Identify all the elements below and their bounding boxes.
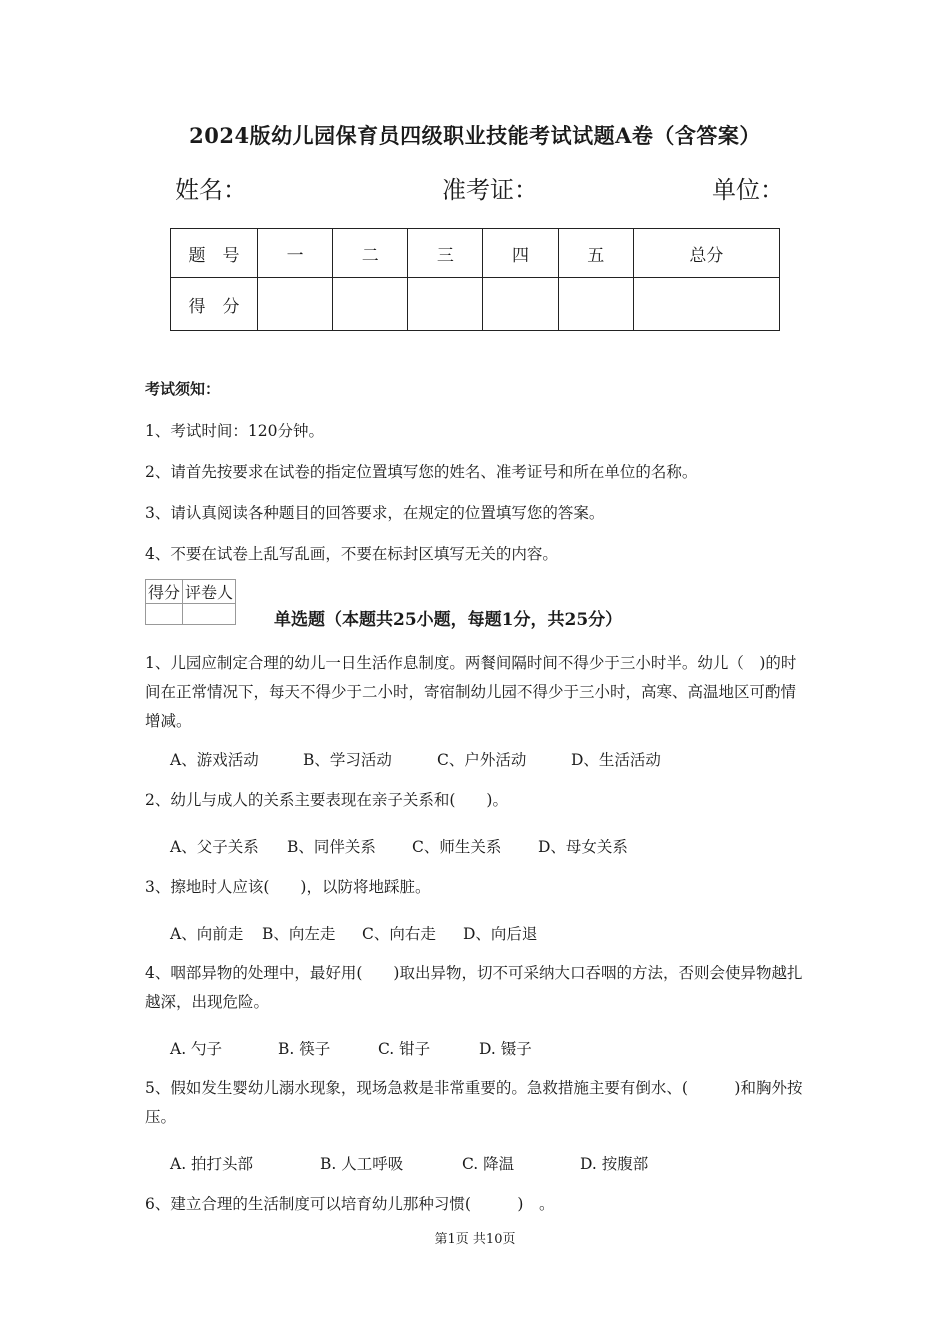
option-c[interactable]: C. 钳子	[378, 1040, 431, 1058]
grader-name-label: 评卷人	[183, 580, 236, 604]
option-b[interactable]: B、向左走	[262, 925, 336, 943]
question-text: 2、幼儿与成人的关系主要表现在亲子关系和( )。	[145, 791, 508, 809]
score-table-cell: 得 分	[171, 278, 258, 331]
option-c[interactable]: C、向右走	[362, 925, 436, 943]
option-a[interactable]: A. 拍打头部	[170, 1155, 254, 1173]
option-d[interactable]: D. 镊子	[479, 1040, 532, 1058]
option-c[interactable]: C、师生关系	[412, 838, 502, 856]
notes-title: 考试须知：	[145, 380, 221, 398]
grader-table	[145, 579, 236, 625]
option-c[interactable]: C、户外活动	[437, 751, 527, 769]
exam-id-label: 准考证：	[442, 176, 538, 204]
score-table-cell: 题 号	[171, 229, 258, 278]
score-cell-4[interactable]	[483, 278, 558, 331]
option-d[interactable]: D、生活活动	[571, 751, 661, 769]
question-text: 3、擦地时人应该( )，以防将地踩脏。	[145, 878, 431, 896]
option-b[interactable]: B、同伴关系	[287, 838, 376, 856]
score-cell-2[interactable]	[333, 278, 408, 331]
score-table-cell: 四	[483, 229, 558, 278]
question-text: 6、建立合理的生活制度可以培育幼儿那种习惯( ) 。	[145, 1195, 555, 1213]
option-a[interactable]: A、游戏活动	[170, 751, 259, 769]
question-text: 4、咽部异物的处理中，最好用( )取出异物，切不可采纳大口吞咽的方法，否则会使异物越扎越深，出现危险。	[145, 964, 803, 1011]
question-text: 1、儿园应制定合理的幼儿一日生活作息制度。两餐间隔时间不得少于三小时半。幼儿（ )的时间在正常情况下，每天不得少于二小时，寄宿制幼儿园不得少于三小时，高寒、高温地区可酌情增减。	[145, 654, 797, 730]
score-table-cell: 二	[333, 229, 408, 278]
unit-label: 单位：	[712, 176, 784, 204]
option-a[interactable]: A. 勺子	[170, 1040, 223, 1058]
option-a[interactable]: A、向前走	[170, 925, 244, 943]
score-cell-5[interactable]	[558, 278, 633, 331]
score-table-score-row	[171, 278, 780, 331]
score-cell-total[interactable]	[633, 278, 779, 331]
score-table-cell: 三	[408, 229, 483, 278]
option-d[interactable]: D. 按腹部	[580, 1155, 649, 1173]
score-cell-3[interactable]	[408, 278, 483, 331]
note-item: 1、考试时间：120分钟。	[145, 422, 324, 440]
option-b[interactable]: B、学习活动	[303, 751, 392, 769]
note-item: 4、不要在试卷上乱写乱画，不要在标封区填写无关的内容。	[145, 545, 558, 563]
question-text: 5、假如发生婴幼儿溺水现象，现场急救是非常重要的。急救措施主要有倒水、( )和胸外按压。	[145, 1079, 803, 1126]
grader-name-cell[interactable]	[183, 604, 236, 625]
score-cell-1[interactable]	[258, 278, 333, 331]
option-b[interactable]: B. 人工呼吸	[320, 1155, 404, 1173]
score-table-cell: 总分	[633, 229, 779, 278]
option-d[interactable]: D、向后退	[463, 925, 538, 943]
score-table-cell: 五	[558, 229, 633, 278]
score-table-cell: 一	[258, 229, 333, 278]
name-label: 姓名：	[175, 176, 247, 204]
grader-score-cell[interactable]	[146, 604, 183, 625]
option-b[interactable]: B. 筷子	[278, 1040, 331, 1058]
section-title: 单选题（本题共25小题，每题1分，共25分）	[274, 610, 623, 630]
option-c[interactable]: C. 降温	[462, 1155, 515, 1173]
page-title: 2024版幼儿园保育员四级职业技能考试试题A卷（含答案）	[189, 123, 761, 148]
option-a[interactable]: A、父子关系	[170, 838, 259, 856]
option-d[interactable]: D、母女关系	[538, 838, 628, 856]
page-footer: 第1页 共10页	[434, 1232, 516, 1247]
score-table	[170, 228, 780, 331]
note-item: 2、请首先按要求在试卷的指定位置填写您的姓名、准考证号和所在单位的名称。	[145, 463, 698, 481]
grader-score-label: 得分	[146, 580, 183, 604]
note-item: 3、请认真阅读各种题目的回答要求，在规定的位置填写您的答案。	[145, 504, 605, 522]
score-table-header-row	[171, 229, 780, 278]
